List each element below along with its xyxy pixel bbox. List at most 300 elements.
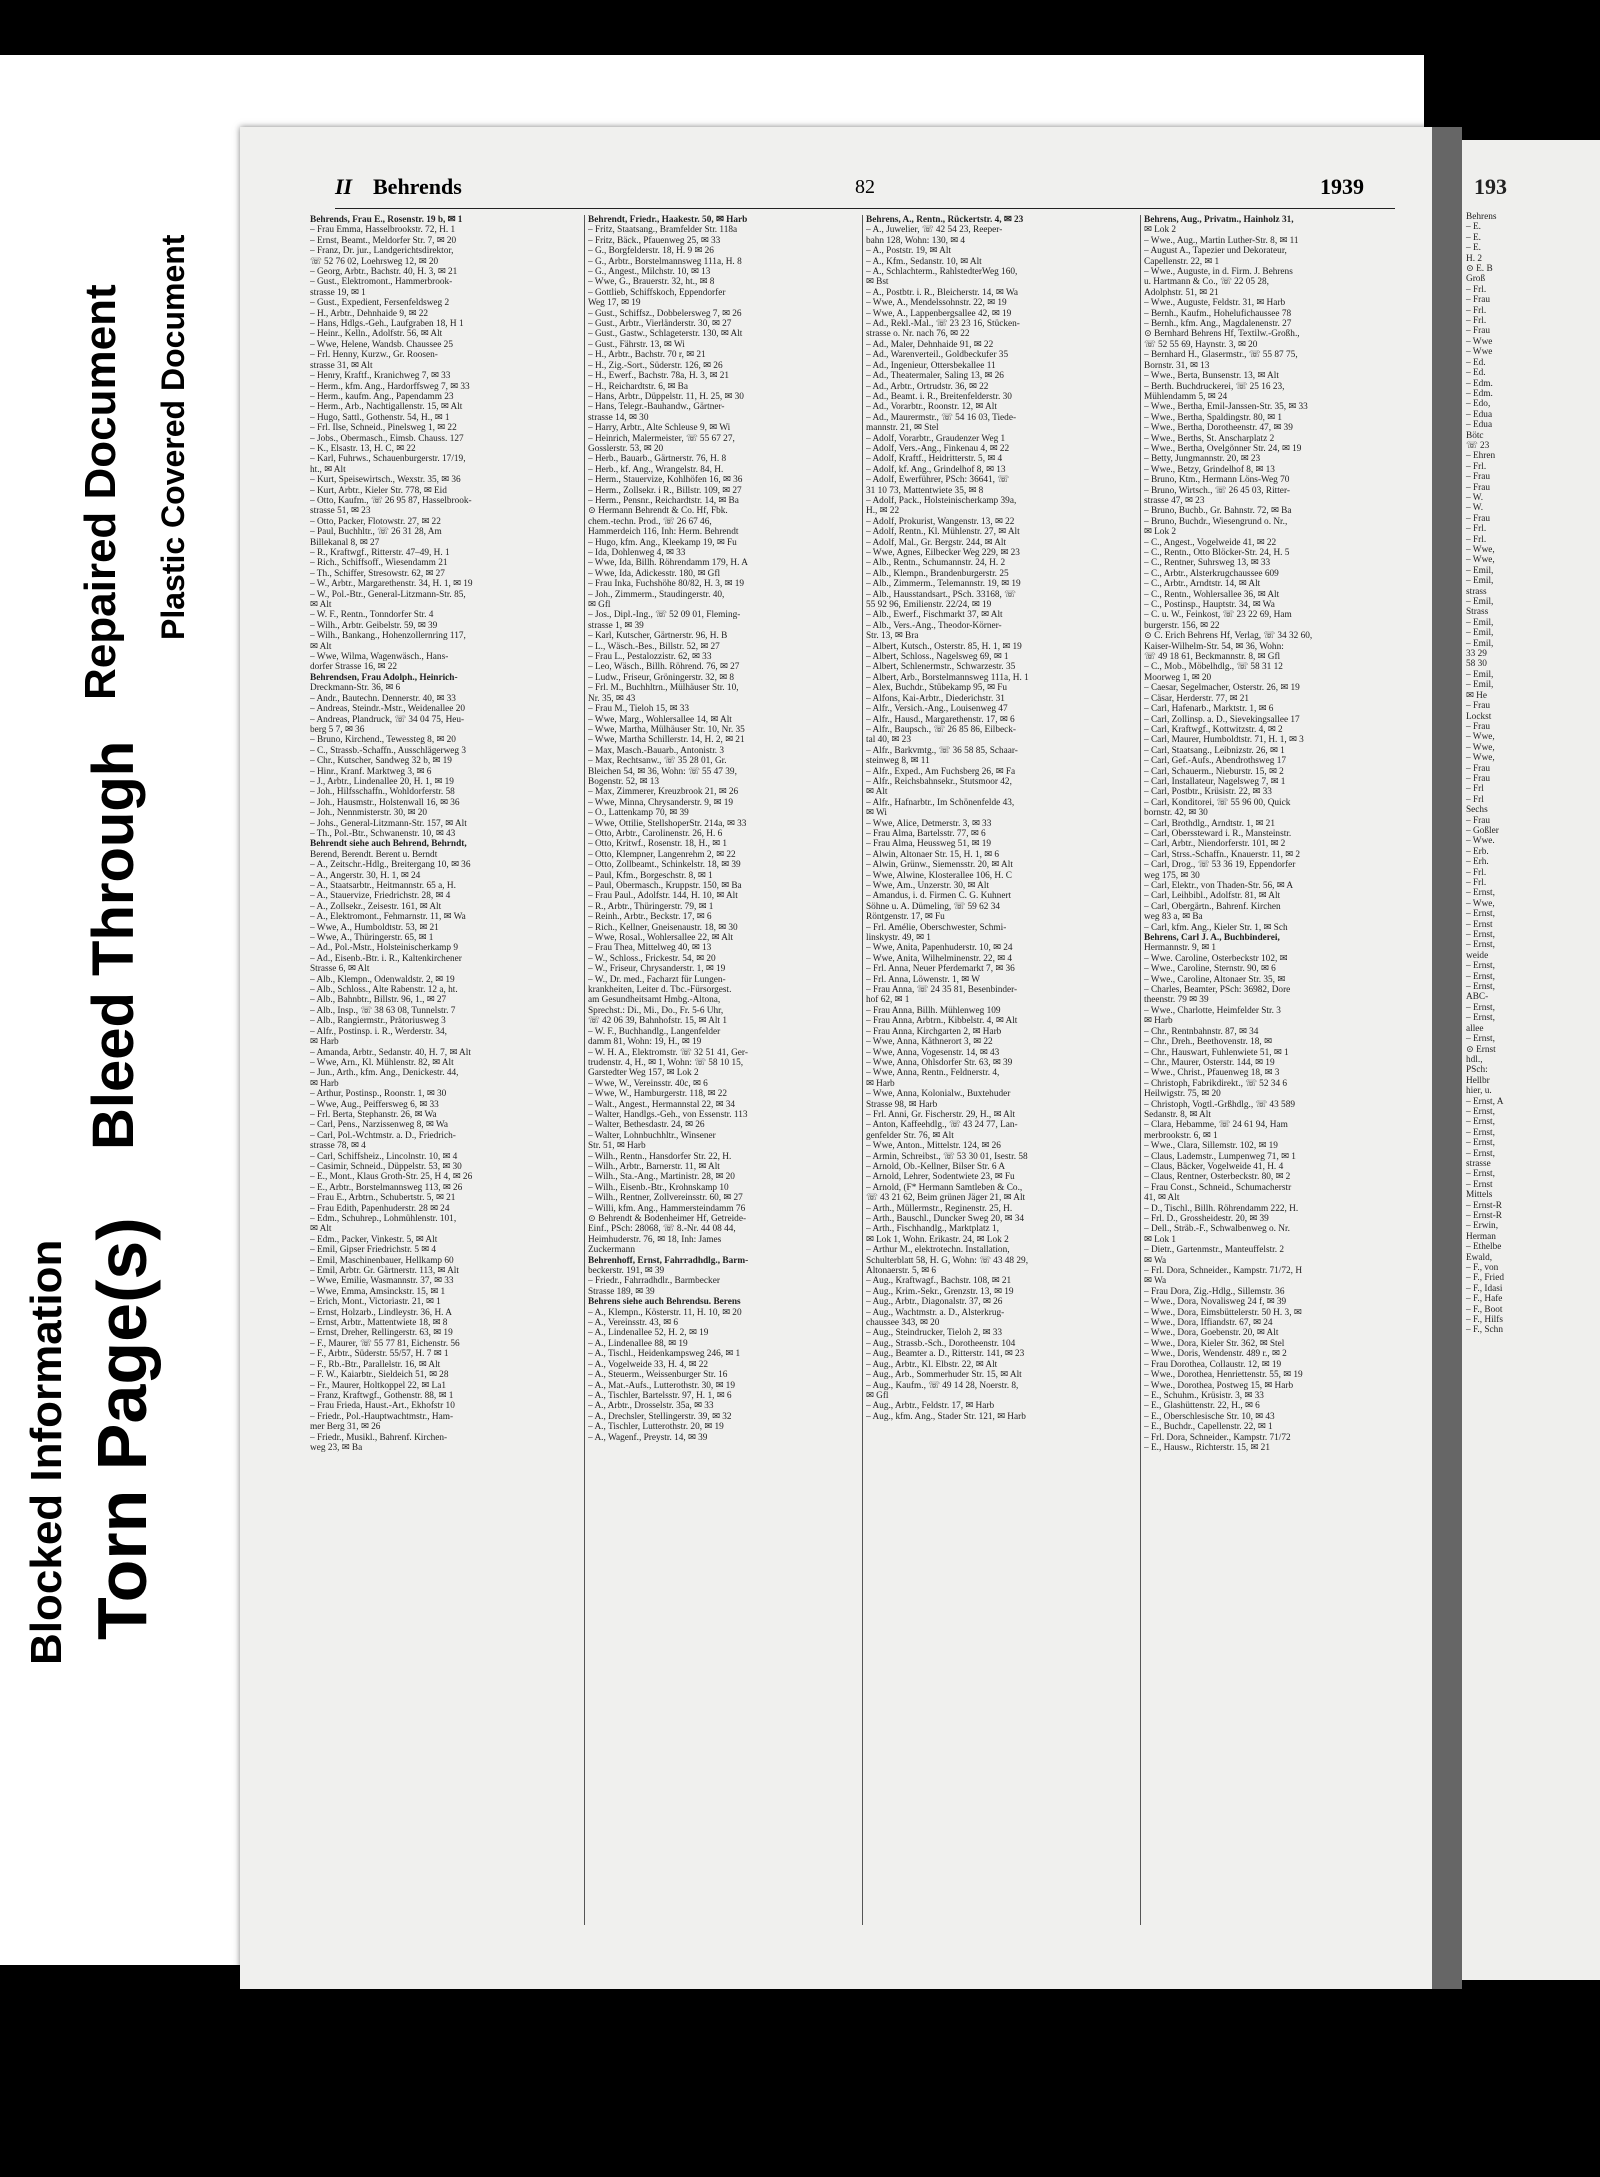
book-gutter xyxy=(1432,127,1462,1989)
directory-entry: – E., Oberschlesische Str. 10, ✉ 43 xyxy=(1144,1411,1275,1422)
directory-entry: weg 175, ✉ 30 xyxy=(1144,870,1200,881)
directory-entry: Behrens siehe auch Behrendsu. Berens xyxy=(588,1297,741,1308)
directory-entry: – A., Mat.-Aufs., Lutterothstr. 30, ✉ 19 xyxy=(588,1380,735,1391)
directory-entry: – Frl. Anna, Löwenstr. 1, ✉ W xyxy=(866,974,981,985)
next-page-entry: ☏ 23 xyxy=(1466,440,1490,451)
directory-entry: – A., Klempn., Kösterstr. 11, H. 10, ✉ 20 xyxy=(588,1307,742,1318)
directory-entry: – Wwe., Dora, Kieler Str. 362, ✉ Stel xyxy=(1144,1338,1285,1349)
directory-entry: – Alwin, Altonaer Str. 15, H. 1, ✉ 6 xyxy=(866,849,1000,860)
directory-entry: ☏ 43 21 62, Beim grünen Jäger 21, ✉ Alt xyxy=(866,1193,1026,1204)
next-page-column xyxy=(1466,174,1596,1336)
directory-entry: – Andreas, Steindr.-Mstr., Weidenallee 20 xyxy=(310,704,466,715)
directory-entry: Behrens, A., Rentn., Rückertstr. 4, ✉ 23 xyxy=(866,215,1024,225)
next-page-entry: – F., Hilfs xyxy=(1466,1315,1503,1326)
next-page-entry: – Wwe xyxy=(1466,336,1493,347)
directory-entry: ✉ Alt xyxy=(310,600,332,611)
directory-entry: ✉ Wa xyxy=(1144,1255,1167,1266)
directory-entry: – Alb., Vers.-Ang., Theodor-Körner- xyxy=(866,620,1002,631)
next-page-entry: – Frau xyxy=(1466,721,1491,732)
directory-entry: – Wwe., Bertha, Ovelgönner Str. 24, ✉ 19 xyxy=(1144,443,1302,454)
directory-entry: – Wwe., Betzy, Grindelhof 8, ✉ 13 xyxy=(1144,464,1275,475)
directory-entry: Nr. 35, ✉ 43 xyxy=(588,693,636,704)
next-page-entry: – Wwe, xyxy=(1466,742,1495,753)
warning-repaired-document: Repaired Document xyxy=(76,284,125,700)
directory-entry: linskystr. 49, ✉ 1 xyxy=(866,933,931,944)
header-section: II xyxy=(335,174,353,199)
directory-entry: ⊙ Hermann Behrendt & Co. Hf, Fbk. xyxy=(588,506,728,517)
next-page-entry: – Ernst, xyxy=(1466,930,1495,941)
directory-entry: – Emil, Maschinenbauer, Hellkamp 60 xyxy=(310,1255,454,1266)
next-page-entry: – E. xyxy=(1466,243,1481,254)
directory-entry: – Alfr., Versich.-Ang., Louisenweg 47 xyxy=(866,704,1008,715)
directory-entry: – Casimir, Schneid., Düppelstr. 53, ✉ 30 xyxy=(310,1161,462,1172)
next-page-entry: weide xyxy=(1466,950,1489,961)
next-page-entry: Lockst xyxy=(1466,711,1492,722)
directory-entry: ⊙ Bernhard Behrens Hf, Textilw.-Großh., xyxy=(1144,329,1300,340)
next-page-entry: – Edo, xyxy=(1466,399,1491,410)
directory-entry: – Willi, kfm. Ang., Hammersteindamm 76 xyxy=(588,1203,746,1214)
directory-entry: – Friedr., Musikl., Bahrenf. Kirchen- xyxy=(310,1432,448,1443)
directory-entry: Behrens, Carl J. A., Buchbinderei, xyxy=(1144,933,1280,944)
directory-entry: – Otto, Klempner, Langenrehm 2, ✉ 22 xyxy=(588,849,736,860)
directory-entry: tal 40, ✉ 23 xyxy=(866,735,911,746)
next-page-entry: – F., Hafe xyxy=(1466,1294,1503,1305)
directory-entry: – Frau M., Tieloh 15, ✉ 33 xyxy=(588,704,690,715)
directory-entry: Str. 51, ✉ Harb xyxy=(588,1141,646,1152)
directory-entry: – Alfr., Hafnarbtr., Im Schönenfelde 43, xyxy=(866,797,1015,808)
directory-entry: – Arnold, Ob.-Kellner, Bilser Str. 6 A xyxy=(866,1161,1006,1172)
directory-entry: – Wwe, Anita, Papenhuderstr. 10, ✉ 24 xyxy=(866,943,1013,954)
directory-entry: ✉ Lok 2 xyxy=(1144,527,1177,538)
directory-entry: – Herm., kaufm. Ang., Papendamm 23 xyxy=(310,391,454,402)
directory-entry: Bornstr. 31, ✉ 13 xyxy=(1144,360,1210,371)
directory-entry: strasse 51, ✉ 23 xyxy=(310,506,371,517)
directory-entry: – Bruno, Buchdr., Wiesengrund o. Nr., xyxy=(1144,516,1288,527)
directory-entry: – A., Drechsler, Stellingerstr. 39, ✉ 32 xyxy=(588,1411,732,1422)
directory-entry: – Armin, Schreibst., ☏ 53 30 01, Isestr. 58 xyxy=(866,1151,1028,1162)
directory-entry: Hermannstr. 9, ✉ 1 xyxy=(1144,943,1217,954)
directory-entry: strasse 31, ✉ Alt xyxy=(310,360,373,371)
warning-plastic-covered: Plastic Covered Document xyxy=(155,234,191,640)
directory-entry: – C., Rentn., Otto Blöcker-Str. 24, H. 5 xyxy=(1144,548,1290,558)
directory-entry: – A., Tischler, Bartelsstr. 97, H. 1, ✉ 6 xyxy=(588,1390,732,1401)
directory-entry: – Franz, Kraftwgf., Gothenstr. 88, ✉ 1 xyxy=(310,1390,454,1401)
next-page-entry: – Ethelbe xyxy=(1466,1242,1502,1253)
directory-entry: – A., Wagenf., Preystr. 14, ✉ 39 xyxy=(588,1432,708,1443)
directory-entry: – Wwe, A., Humboldtstr. 53, ✉ 21 xyxy=(310,922,439,933)
directory-entry: – Bruno, Ktm., Hermann Löns-Weg 70 xyxy=(1144,475,1290,486)
directory-entry: – Th., Schiffer, Stresowstr. 62, ✉ 27 xyxy=(310,568,445,579)
directory-entry: – Gottlieb, Schiffskoch, Eppendorfer xyxy=(588,287,726,298)
directory-entry: – Rich., Kellner, Gneisenaustr. 18, ✉ 30 xyxy=(588,922,738,933)
directory-entry: – W. F., Rentn., Tonndorfer Str. 4 xyxy=(310,610,434,621)
directory-entry: – Wwe, Anton., Mittelstr. 124, ✉ 26 xyxy=(866,1141,1001,1152)
directory-entry: – Karl, Kutscher, Gärtnerstr. 96, H. B xyxy=(588,631,728,642)
directory-entry: ✉ Gfl xyxy=(866,1390,889,1401)
directory-entry: – O., Lattenkamp 70, ✉ 39 xyxy=(588,808,689,819)
next-page-entry: ✉ He xyxy=(1466,690,1487,701)
directory-entry: – Jos., Dipl.-Ing., ☏ 52 09 01, Fleming- xyxy=(588,610,741,621)
next-page-entry: – Ernst, xyxy=(1466,1002,1495,1013)
directory-entry: Hammerdeich 116, Inh: Herm. Behrendt xyxy=(588,527,739,538)
directory-entry: – Caesar, Segelmacher, Osterstr. 26, ✉ 19 xyxy=(1144,683,1300,694)
directory-entry: hof 62, ✉ 1 xyxy=(866,995,910,1006)
directory-entry: – Adolf, Mal., Gr. Bergstr. 244, ✉ Alt xyxy=(866,537,1007,548)
directory-entry: – Harry, Arbtr., Alte Schleuse 9, ✉ Wi xyxy=(588,423,731,434)
directory-entry: – Jobs., Obermasch., Eimsb. Chauss. 127 xyxy=(310,433,464,444)
directory-entry: – Aug., Arb., Sommerhuder Str. 15, ✉ Alt xyxy=(866,1370,1022,1381)
directory-entry: – Gust., Schiffsz., Dobbelersweg 7, ✉ 26 xyxy=(588,308,742,319)
directory-entry: – Carl, Installateur, Nagelsweg 7, ✉ 1 xyxy=(1144,776,1286,787)
directory-entry: Strasse 189, ✉ 39 xyxy=(588,1286,655,1297)
next-page-entry: Herman xyxy=(1466,1231,1496,1242)
directory-entry: – H., Arbtr., Dehnhaide 9, ✉ 22 xyxy=(310,308,429,319)
directory-entry: Zuckermann xyxy=(588,1245,635,1256)
directory-entry: – H., Ewerf., Bachstr. 78a, H. 3, ✉ 21 xyxy=(588,371,730,382)
directory-entry: ht., ✉ Alt xyxy=(310,464,346,475)
directory-entry: Berend, Berendt. Berent u. Berndt xyxy=(310,849,438,860)
directory-entry: strasse 19, ✉ 1 xyxy=(310,287,366,298)
directory-entry: – L., Wäsch.-Bes., Billstr. 52, ✉ 27 xyxy=(588,641,720,652)
directory-entry: – Wwe, Minna, Chrysanderstr. 9, ✉ 19 xyxy=(588,797,733,808)
directory-entry: – Wwe, Anna, Ohlsdorfer Str. 63, ✉ 39 xyxy=(866,1057,1013,1068)
directory-entry: – Frau Anna, Kirchgarten 2, ✉ Harb xyxy=(866,1026,1002,1037)
next-page-entry: – Emil, xyxy=(1466,669,1494,680)
directory-entry: – Adolf, Rentn., Kl. Mühlenstr. 27, ✉ Alt xyxy=(866,527,1020,538)
directory-entry: bahn 128, Wohn: 130, ✉ 4 xyxy=(866,235,966,246)
directory-entry: – F., Rb.-Btr., Parallelstr. 16, ✉ Alt xyxy=(310,1359,441,1370)
directory-entry: – Ernst, Dreher, Rellingerstr. 63, ✉ 19 xyxy=(310,1328,453,1339)
directory-entry: – Aug., Wachtmstr. a. D., Alsterkrug- xyxy=(866,1307,1005,1318)
next-page-entry: Bötc xyxy=(1466,430,1484,441)
directory-entry: – Frau Const., Schneid., Schumacherstr xyxy=(1144,1182,1292,1193)
directory-entry: – Joh., Hilfsschaffn., Wohldorferstr. 58 xyxy=(310,787,455,798)
next-page-entry: – Ernst, xyxy=(1466,1117,1495,1128)
directory-entry: Behrends, Frau E., Rosenstr. 19 b, ✉ 1 xyxy=(310,215,463,225)
directory-entry: – Ad., Arbtr., Ortrudstr. 36, ✉ 22 xyxy=(866,381,989,392)
next-page-entry: – Emil, xyxy=(1466,680,1494,691)
directory-entry: – F., Arbtr., Süderstr. 55/57, H. 7 ✉ 1 xyxy=(310,1349,449,1360)
next-page-entry: – F., Fried xyxy=(1466,1273,1504,1284)
directory-entry: – Carl, Postbtr., Krüsistr. 22, ✉ 33 xyxy=(1144,787,1272,798)
directory-entry: – Wilh., Arbtr. Geibelstr. 59, ✉ 39 xyxy=(310,620,438,631)
directory-entry: – Rich., Schiffsoff., Wiesendamm 21 xyxy=(310,558,448,569)
directory-entry: – Otto, Zollbeamt., Schinkelstr. 18, ✉ 39 xyxy=(588,860,741,871)
directory-entry: – Wwe, Martha, Mülhäuser Str. 10, Nr. 35 xyxy=(588,724,745,735)
next-page-entry: – Frl. xyxy=(1466,867,1487,878)
directory-entry: – Wilh., Eisenb.-Btr., Krohnskamp 10 xyxy=(588,1182,729,1193)
directory-entry: – G., Arbtr., Borstelmannsweg 111a, H. 8 xyxy=(588,256,742,267)
next-page-entry: – E. xyxy=(1466,232,1481,243)
directory-entry: – Carl, Zollinsp. a. D., Sievekingsallee 17 xyxy=(1144,714,1300,725)
directory-entry: – Henry, Kraftf., Kranichweg 7, ✉ 33 xyxy=(310,371,451,382)
directory-entry: – Aug., Strassb.-Sch., Dorotheenstr. 104 xyxy=(866,1338,1016,1349)
directory-entry: – Ad., Ingenieur, Ottersbekallee 11 xyxy=(866,360,996,371)
directory-entry: Garstedter Weg 157, ✉ Lok 2 xyxy=(588,1068,699,1079)
directory-entry: – Carl, kfm. Ang., Kieler Str. 1, ✉ Sch xyxy=(1144,922,1288,933)
directory-entry: – Frau Paul., Adolfstr. 144, H. 10, ✉ Alt xyxy=(588,891,738,902)
next-page-entry: – Frl. xyxy=(1466,878,1487,888)
directory-entry: – Wwe., Caroline, Sternstr. 90, ✉ 6 xyxy=(1144,964,1276,975)
directory-entry: – Ad., Vorarbtr., Roonstr. 12, ✉ Alt xyxy=(866,402,997,413)
next-page-entry: – Emil, xyxy=(1466,638,1494,649)
directory-entry: – Clara, Hebamme, ☏ 24 61 94, Ham xyxy=(1144,1120,1288,1131)
directory-entry: – Wwe, A., Lappenbergsallee 42, ✉ 19 xyxy=(866,308,1012,319)
directory-entry: theenstr. 79 ✉ 39 xyxy=(1144,995,1209,1006)
directory-entry: – Frau Edith, Papenhuderstr. 28 ✉ 24 xyxy=(310,1203,450,1214)
next-page-entry: – Wwe, xyxy=(1466,732,1495,743)
directory-entry: – Adolf, kf. Ang., Grindelhof 8, ✉ 13 xyxy=(866,464,1006,475)
directory-entry: – E., Arbtr., Borstelmannsweg 113, ✉ 26 xyxy=(310,1182,463,1193)
directory-entry: – Aug., Arbtr., Diagonalstr. 37, ✉ 26 xyxy=(866,1297,1003,1308)
next-page-entry: – Edm. xyxy=(1466,388,1493,399)
directory-entry: – Fr., Maurer, Holtkoppel 22, ✉ La1 xyxy=(310,1380,447,1391)
warning-bleed-through: Bleed Through xyxy=(81,740,146,1150)
directory-entry: merbrookstr. 6, ✉ 1 xyxy=(1144,1130,1218,1141)
next-page-entry: 58 30 xyxy=(1466,659,1487,670)
directory-entry: – Wwe., Auguste, in d. Firm. J. Behrens xyxy=(1144,267,1293,278)
directory-entry: weg 23, ✉ Ba xyxy=(310,1442,363,1453)
directory-entry: ✉ Lok 1 xyxy=(1144,1234,1177,1245)
page-header xyxy=(335,170,1395,209)
directory-entry: – Herm., Zollsekr. i R., Billstr. 109, ✉ 27 xyxy=(588,485,742,496)
warning-torn-pages: Torn Page(s) xyxy=(83,1217,161,1640)
directory-entry: – Anton, Kaffeehdlg., ☏ 43 24 77, Lan- xyxy=(866,1120,1018,1131)
directory-entry: – Friedr., Pol.-Hauptwachtmstr., Ham- xyxy=(310,1411,454,1422)
directory-entry: ✉ Harb xyxy=(1144,1016,1173,1027)
directory-entry: – Wwe., Bertha, Dorotheenstr. 47, ✉ 39 xyxy=(1144,423,1293,434)
directory-entry: – Wilh., Bankang., Hohenzollernring 117, xyxy=(310,631,466,642)
next-page-entry: – Ernst, xyxy=(1466,1106,1495,1117)
directory-entry: – Wwe, A., Mendelssohnstr. 22, ✉ 19 xyxy=(866,298,1007,309)
directory-entry: – C., Strassb.-Schaffn., Ausschlägerweg 3 xyxy=(310,745,467,756)
directory-entry: – Paul, Buchhltr., ☏ 26 31 28, Am xyxy=(310,527,442,538)
directory-entry: – Frau L., Pestalozzistr. 62, ✉ 33 xyxy=(588,652,712,663)
directory-entry: – W., Friseur, Chrysanderstr. 1, ✉ 19 xyxy=(588,964,726,975)
directory-entry: – Otto, Packer, Flotowstr. 27, ✉ 22 xyxy=(310,516,441,527)
directory-entry: – Herb., Bauarb., Gärtnerstr. 76, H. 8 xyxy=(588,454,727,465)
directory-entry: – Joh., Zimmerm., Staudingerstr. 40, xyxy=(588,589,725,600)
next-page-entry: – Wwe xyxy=(1466,347,1493,358)
next-page-entry: – Ernst, xyxy=(1466,888,1495,899)
directory-entry: – Alfons, Kai-Arbtr., Diederichstr. 31 xyxy=(866,693,1005,704)
directory-entry: – Wwe, Aug., Peiffersweg 6, ✉ 33 xyxy=(310,1099,439,1110)
directory-entry: – Fritz, Staatsang., Bramfelder Str. 118a xyxy=(588,225,738,236)
directory-entry: ✉ Lok 1, Wohn. Erikastr. 24, ✉ Lok 2 xyxy=(866,1234,1009,1245)
directory-columns xyxy=(310,215,1400,1935)
next-page-entry: – Erwin, xyxy=(1466,1221,1499,1232)
directory-entry: – Adolf, Pack., Holsteinischerkamp 39a, xyxy=(866,495,1017,506)
warning-blocked-information: Blocked Information xyxy=(22,1239,71,1665)
directory-entry: – A., Arbtr., Drosselstr. 35a, ✉ 33 xyxy=(588,1401,714,1412)
directory-entry: 41, ✉ Alt xyxy=(1144,1193,1180,1204)
directory-entry: – Wwe., Charlotte, Heimfelder Str. 3 xyxy=(1144,1005,1281,1016)
directory-entry: – Ad., Pol.-Mstr., Holsteinischerkamp 9 xyxy=(310,943,458,954)
directory-entry: – Wwe., Dora, Novalisweg 24 f, ✉ 39 xyxy=(1144,1297,1287,1308)
directory-entry: – Wwe., Dora, Goebenstr. 20, ✉ Alt xyxy=(1144,1328,1279,1339)
next-page-entry: – Wwe, xyxy=(1466,753,1495,764)
next-page-entry: H. 2 xyxy=(1466,253,1483,264)
directory-entry: – Andr., Bautechn. Dennerstr. 40, ✉ 33 xyxy=(310,693,456,704)
directory-entry: – A., Steuerm., Weissenburger Str. 16 xyxy=(588,1370,728,1381)
directory-entry: – Claus, Rentner, Osterbeckstr. 80, ✉ 2 xyxy=(1144,1172,1291,1183)
directory-entry: burgerstr. 156, ✉ 22 xyxy=(1144,620,1220,631)
directory-entry: – Wwe., Aug., Martin Luther-Str. 8, ✉ 11 xyxy=(1144,235,1299,246)
directory-entry: ✉ Alt xyxy=(310,641,332,652)
directory-entry: – Hugo, kfm. Ang., Kleekamp 19, ✉ Fu xyxy=(588,537,737,548)
next-page-entry: – Edm. xyxy=(1466,378,1493,389)
directory-entry: Mühlendamm 5, ✉ 24 xyxy=(1144,391,1228,402)
directory-entry: – Frl. D., Grossheidestr. 20, ✉ 39 xyxy=(1144,1214,1269,1224)
directory-entry: – Bruno, Buchb., Gr. Bahnstr. 72, ✉ Ba xyxy=(1144,506,1292,517)
directory-entry: – Wilh., Arbtr., Barnerstr. 11, ✉ Alt xyxy=(588,1161,720,1172)
directory-entry: – Fritz, Bäck., Pfauenweg 25, ✉ 33 xyxy=(588,235,721,246)
directory-entry: – Albert, Arb., Borstelmannsweg 111a, H. 1 xyxy=(866,672,1029,683)
directory-entry: strasse 47, ✉ 23 xyxy=(1144,495,1205,506)
directory-entry: – Heinr., Kelln., Adolfstr. 56, ✉ Alt xyxy=(310,329,443,340)
directory-entry: – Alex, Buchdr., Stübekamp 95, ✉ Fu xyxy=(866,683,1008,694)
directory-entry: – Wwe., Dora, Iffiandstr. 67, ✉ 24 xyxy=(1144,1318,1273,1329)
next-page-entry: – Frau xyxy=(1466,701,1491,712)
directory-entry: – Wwe., Dora, Eimsbüttelerstr. 50 H. 3, ✉ xyxy=(1144,1307,1302,1318)
directory-entry: ✉ Lok 2 xyxy=(1144,225,1177,236)
directory-entry: – Wwe, Martha Schillerstr. 14, H. 2, ✉ 21 xyxy=(588,735,745,746)
directory-entry: – H., Zig.-Sort., Süderstr. 126, ✉ 26 xyxy=(588,360,723,371)
directory-entry: – Wwe., Caroline, Altonaer Str. 35, ✉ xyxy=(1144,974,1286,985)
directory-entry: – August A., Tapezier und Dekorateur, xyxy=(1144,246,1287,257)
next-page-entry: – Ernst, xyxy=(1466,1148,1495,1159)
directory-entry: strasse 14, ✉ 30 xyxy=(588,412,649,423)
directory-entry: – Wwe, Rosal., Wohlersallee 22, ✉ Alt xyxy=(588,933,734,944)
directory-entry: – Gust., Elektromont., Hammerbrook- xyxy=(310,277,453,288)
directory-entry: – Ad., Warenverteil., Goldbeckufer 35 xyxy=(866,350,1009,361)
directory-entry: – C., Postinsp., Hauptstr. 34, ✉ Wa xyxy=(1144,600,1275,611)
directory-entry: – Bruno, Wirtsch., ☏ 26 45 03, Ritter- xyxy=(1144,485,1290,496)
directory-entry: – Wilh., Sta.-Ang., Martinistr. 28, ✉ 20 xyxy=(588,1172,735,1183)
directory-entry: – Alb., Hausstandsart., PSch. 33168, ☏ xyxy=(866,589,1016,600)
directory-entry: Capellenstr. 22, ✉ 1 xyxy=(1144,256,1220,267)
directory-entry: – A., Angerstr. 30, H. 1, ✉ 24 xyxy=(310,870,421,881)
directory-entry: – Ida, Dohlenweg 4, ✉ 33 xyxy=(588,548,686,558)
directory-entry: H., ✉ 22 xyxy=(866,506,900,517)
directory-entry: – Ad., Rekl.-Mal., ☏ 23 23 16, Stücken- xyxy=(866,319,1020,330)
directory-entry: – Aug., Arbtr., Feldstr. 17, ✉ Harb xyxy=(866,1401,995,1412)
directory-entry: – Carl, Gef.-Aufs., Abendrothsweg 17 xyxy=(1144,756,1287,767)
directory-entry: – Herm., kfm. Ang., Hardorffsweg 7, ✉ 33 xyxy=(310,381,470,392)
directory-entry: 55 92 96, Emilienstr. 22/24, ✉ 19 xyxy=(866,600,992,611)
directory-entry: – Carl, Arbtr., Niendorferstr. 101, ✉ 2 xyxy=(1144,839,1286,850)
directory-entry: – Alb., Insp., ☏ 38 63 08, Tunnelstr. 7 xyxy=(310,1005,456,1016)
directory-entry: – Carl, Drog., ☏ 53 36 19, Eppendorfer xyxy=(1144,860,1296,871)
directory-entry: ✉ Bst xyxy=(866,277,889,288)
next-page-entry: – Frau xyxy=(1466,815,1491,826)
next-page-entry: – Emil, xyxy=(1466,565,1494,576)
directory-entry: ✉ Harb xyxy=(310,1078,339,1089)
next-page-entry: – Frau xyxy=(1466,763,1491,774)
directory-entry: – A., Zeitschr.-Hdlg., Breitergang 10, ✉ 36 xyxy=(310,860,471,871)
directory-entry: – Chr., Kutscher, Sandweg 32 b, ✉ 19 xyxy=(310,756,452,767)
directory-entry: – Wwe. Caroline, Osterbeckstr 102, ✉ xyxy=(1144,953,1288,964)
directory-entry: – Alb., Rentn., Schumannstr. 24, H. 2 xyxy=(866,558,1006,569)
directory-entry: – Walt., Angest., Hermannstal 22, ✉ 34 xyxy=(588,1099,736,1110)
next-page-entry: – Frau xyxy=(1466,326,1491,337)
next-page-entry: – Frl. xyxy=(1466,524,1487,535)
directory-entry: – Chr., Rentnbahnstr. 87, ✉ 34 xyxy=(1144,1026,1259,1037)
next-page-entry: ABC- xyxy=(1466,992,1489,1003)
next-page-entry: – Emil, xyxy=(1466,597,1494,608)
directory-entry: – Frau Inka, Fuchshöhe 80/82, H. 3, ✉ 19 xyxy=(588,579,745,590)
directory-entry: – Bernh., kfm. Ang., Magdalenenstr. 27 xyxy=(1144,319,1292,330)
directory-entry: – Herb., kf. Ang., Wrangelstr. 84, H. xyxy=(588,464,724,475)
next-page-entry: – Wwe, xyxy=(1466,898,1495,909)
directory-entry: – Cäsar, Herderstr. 77, ✉ 21 xyxy=(1144,693,1250,704)
directory-entry: – Carl, Hafenarb., Marktstr. 1, ✉ 6 xyxy=(1144,704,1274,715)
directory-entry: – C., Rentner, Suhrsweg 13, ✉ 33 xyxy=(1144,558,1271,569)
next-page-lines xyxy=(1466,212,1596,1336)
directory-entry: – Otto, Kritwf., Rosenstr. 18, H., ✉ 1 xyxy=(588,839,727,850)
directory-entry: – Otto, Kaufm., ☏ 26 95 87, Hasselbrook- xyxy=(310,495,472,506)
next-page-entry: hier, u. xyxy=(1466,1086,1492,1097)
directory-entry: – Gust., Arbtr., Vierländerstr. 30, ✉ 27 xyxy=(588,319,732,330)
directory-entry: – Amandus, i. d. Firmen C. G. Kuhnert xyxy=(866,891,1012,902)
directory-entry: – Georg, Arbtr., Bachstr. 40, H. 3, ✉ 21 xyxy=(310,267,458,278)
directory-entry: – Carl, Leihbibl., Adolfstr. 81, ✉ Alt xyxy=(1144,891,1281,902)
directory-entry: – Frl. Anni, Gr. Fischerstr. 29, H., ✉ Alt xyxy=(866,1109,1016,1120)
directory-entry: ☏ 49 18 61, Beckmannstr. 8, ✉ Gfl xyxy=(1144,652,1281,663)
directory-entry: Str. 13, ✉ Bra xyxy=(866,631,919,642)
next-page-entry: – Goßler xyxy=(1466,825,1499,836)
directory-entry: Kaiser-Wilhelm-Str. 54, ✉ 36, Wohn: xyxy=(1144,641,1284,652)
directory-entry: ⊙ Behrendt & Bodenheimer Hf, Getreide- xyxy=(588,1214,747,1224)
next-page-entry: – Emil, xyxy=(1466,628,1494,639)
directory-entry: – Alfr., Reichsbahnsekr., Stutsmoor 42, xyxy=(866,776,1012,787)
directory-entry: – Wwe, Anna, Kolonialw., Buxtehuder xyxy=(866,1089,1011,1100)
directory-entry: Dreckmann-Str. 36, ✉ 6 xyxy=(310,683,401,694)
directory-entry: damm 81, Wohn: 19, H., ✉ 19 xyxy=(588,1037,702,1048)
directory-entry: strasse 78, ✉ 4 xyxy=(310,1141,366,1152)
directory-entry: – Christoph, Vogtl.-Grßhdlg., ☏ 43 589 xyxy=(1144,1099,1296,1110)
directory-entry: – A., Kfm., Sedanstr. 10, ✉ Alt xyxy=(866,256,982,267)
directory-entry: – Wilh., Rentn., Hansdorfer Str. 22, H. xyxy=(588,1151,732,1162)
directory-entry: – Hans, Hdlgs.-Geh., Laufgraben 18, H 1 xyxy=(310,319,464,330)
directory-entry: – Wwe, Emma, Amsinckstr. 15, ✉ 1 xyxy=(310,1286,446,1297)
next-page-entry: – F., von xyxy=(1466,1263,1499,1274)
directory-entry: – Wwe, Agnes, Eilbecker Weg 229, ✉ 23 xyxy=(866,548,1020,558)
directory-entry: ✉ Alt xyxy=(866,787,888,798)
next-page-entry: – Ed. xyxy=(1466,368,1486,379)
directory-entry: – Alfr., Exped., Am Fuchsberg 26, ✉ Fa xyxy=(866,766,1016,777)
directory-entry: – Dell., Sträb.-F., Schwalbenweg o. Nr. xyxy=(1144,1224,1290,1235)
next-page-entry: ⊙ Ernst xyxy=(1466,1044,1496,1055)
directory-entry: Heilwigstr. 75, ✉ 20 xyxy=(1144,1089,1221,1100)
directory-entry: strasse o. Nr. nach 76, ✉ 22 xyxy=(866,329,970,340)
next-page-entry: – Ernst xyxy=(1466,1179,1493,1190)
directory-entry: ☏ 52 55 69, Haynstr. 3, ✉ 20 xyxy=(1144,339,1258,350)
next-page-entry: – Frl. xyxy=(1466,534,1487,545)
directory-entry: – Kurt, Speisewirtsch., Wexstr. 35, ✉ 36 xyxy=(310,475,461,486)
directory-entry: – C., Arbtr., Alsterkrugchaussee 609 xyxy=(1144,568,1279,579)
directory-entry: – Wwe, Wilma, Wagenwäsch., Hans- xyxy=(310,652,449,663)
directory-entry: – Th., Pol.-Btr., Schwanenstr. 10, ✉ 43 xyxy=(310,828,456,839)
directory-entry: – Aug., Krim.-Sekr., Grenzstr. 13, ✉ 19 xyxy=(866,1286,1014,1297)
directory-entry: – Wwe., Auguste, Feldstr. 31, ✉ Harb xyxy=(1144,298,1286,309)
next-page-entry: – Ernst, xyxy=(1466,1138,1495,1149)
directory-entry: ✉ Gfl xyxy=(588,600,611,611)
directory-entry: – Wwe., Clara, Sillemstr. 102, ✉ 19 xyxy=(1144,1141,1278,1152)
directory-entry: – Wwe, Ottilie, StellshoperStr. 214a, ✉ 33 xyxy=(588,818,747,829)
directory-entry: trudenstr. 4, H., ✉ 1, Wohn: ☏ 58 10 15, xyxy=(588,1057,744,1068)
directory-entry: – Carl, Konditorei, ☏ 55 96 00, Quick xyxy=(1144,797,1291,808)
